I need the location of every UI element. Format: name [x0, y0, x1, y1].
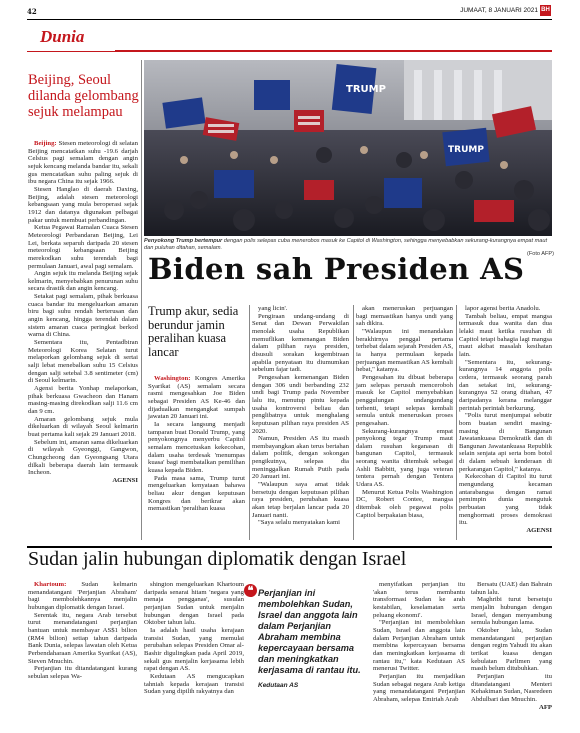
- paragraph-text: Sebelum ini, amaran sama dikeluarkan di wilayah Gyeonggi, Gangwon, Chungcheong dan Gyeongsang Utara dilkali beberapa daerah lain termasuk Incheon.: [28, 438, 138, 477]
- paragraph-text: Amaran gelombang sejuk mula dikeluarkan di wilayah Seoul kelmarin buat pertama kali sejak 29 Januari 2018.: [28, 415, 138, 438]
- paragraph-text: Ia adalah hasil usaha kerajaan transisi Sudan, yang memulai perubahan selepas Presiden Omar al-Bashir digulingkan pada April 2019, sekali gus menjalin kerjasama lebih rapat dengan AS.: [144, 626, 244, 673]
- paragraph-text: Pengiraan undang-undang di Senat dan Dewan Perwakilan menolak usaha Republikan memuflikan kemenangan Biden dalam pilihan raya presiden, disusuli sorakan kegembiraan apabila penyataan itu diumumkan sebelum fajar tadi.: [252, 312, 349, 374]
- paragraph-text: "Walaupun saya amat tidak bersetuju dengan keputusan pilihan raya presiden, perubahan kuasa akan tetap berjalan lancar pada 20 Januari nanti.: [252, 481, 349, 519]
- main-column-3: [356, 305, 453, 519]
- paragraph: [252, 435, 349, 481]
- sidebar-body: [28, 140, 138, 485]
- paragraph-text: Bersatu (UAE) dan Bahrain tahun lalu.: [471, 581, 552, 596]
- paragraph-text: Tambah beliau, empat mangsa termasuk dua wanita dan dua lelaki maut ketika rusuhan di Capitol tetapi bahagia lagi mangsa maut akibat masalah kesihatan lain.: [459, 312, 552, 358]
- paragraph-text: Pada masa sama, Trump turut mengeluarkan kenyataan bahawa beliau akur dengan keputusan Kongres dan berikrar akan memastikan 'peralihan kuasa: [148, 474, 245, 513]
- paragraph-text: Menurut Ketua Polis Washington DC, Robert Contee, mangsa ditembak oleh pegawai polis Capitol berpakaian biasa,: [356, 488, 453, 519]
- paragraph: [356, 328, 453, 374]
- paragraph: [144, 627, 244, 673]
- column-divider: [353, 305, 354, 540]
- paragraph-text: "Sementara itu, sekurang-kurangnya 14 anggota polis cedera, termasuk seorang parah dan setakat ini, sekurang-kurangnya 52 orang ditahan, 47 daripadanya kerana melanggar perintah perintah berkurung.: [459, 358, 552, 412]
- paragraph: [28, 293, 138, 339]
- paragraph-text: "Polis turut menjumpai sebutir bom buatan sendiri masing-masing di Bangunan Jawatankuasa Demokratik dan di Bangunan Jawatankuasa Republik selain senjata api serta bom botol di dalam sebuah kenderaan di perkarangan Capitol," katanya.: [459, 412, 552, 473]
- paragraph-text: Pengesahan kemenangan Biden dengan 306 undi berbanding 232 undi bagi Trump pada November lalu itu, menutup pintu kepada usaha kontroversi beliau dan penglibatnya untuk menghalang keputusan pilihan raya presiden AS 2020.: [252, 373, 349, 435]
- paragraph-text: Kedutaan AS mengucapkan tahniah kepada kerajaan transisi Sudan yang dipilih rakyatnya dan: [144, 672, 244, 696]
- sudan-column-4: [471, 581, 552, 711]
- flag-text-trump-2: TRUMP: [448, 145, 484, 155]
- dateline: Khartoum:: [34, 581, 67, 588]
- sudan-column-1: [28, 581, 137, 681]
- paragraph: [28, 665, 137, 680]
- header-rule: [27, 19, 552, 20]
- paragraph: [148, 421, 245, 475]
- paragraph-text: Stesen meteorologi di selatan Beijing mencatatkan suhu -19.6 darjah Celsius pagi semalam dengan angin sejuk kencang melanda bandar itu, sekali gus mencatatkan suhu paling sejuk di ibu negara China itu sejak 1966.: [28, 140, 138, 186]
- caption-text: dengan polis selepas cuba menerobos masuk ke Capitol di Washington, sehingga menyebabkan sekurang-kurangnya empat maut dan puluhan ditahan, semalam.: [144, 238, 548, 251]
- paragraph: [28, 612, 137, 666]
- column-divider: [249, 305, 250, 540]
- paragraph: [373, 619, 465, 673]
- paragraph-text: Perjanjian itu menjadikan Sudan sebagai negara Arab ketiga yang menandatangani Perjanjian Abraham, selepas Emiriah Arab: [373, 672, 465, 703]
- paragraph: [28, 186, 138, 224]
- paragraph: [252, 481, 349, 519]
- paragraph: [28, 439, 138, 477]
- paragraph-text: Sementara itu, Pentadbiran Meteorologi Korea Selatan turut melaporkan gelombang sejuk di sertai salji lebat menebalkan suhu 15 Celsius dengan salji setebal 3.8 sentimeter (cm) di Seoul kelmarin.: [28, 339, 138, 385]
- pull-quote: [247, 585, 368, 691]
- paragraph: [148, 475, 245, 513]
- paragraph: [459, 359, 552, 413]
- paragraph: [459, 305, 552, 313]
- paragraph: [252, 519, 349, 527]
- paragraph-text: lapor agensi berita Anadolu.: [465, 305, 541, 312]
- paragraph-text: "Perjanjian ini membolehkan Sudan, Israel dan anggota lain dalam Perjanjian Abraham untuk membina kepercayaan bersama dan meningkatkan kerjasama di rantau itu," kata Kedutaan AS menerusi Twitter.: [373, 619, 465, 673]
- column-divider: [456, 305, 457, 540]
- paragraph-text: yang licin'.: [258, 305, 288, 312]
- photo-credit: (Foto AFP): [526, 251, 554, 258]
- paragraph: [28, 140, 138, 186]
- paragraph-text: "Walaupun ini menandakan berakhirnya penggal pertama terhebat dalam sejarah Presiden AS, ia hanya permulaan kepada perjuangan memastikan AS kembali hebat," katanya.: [356, 327, 453, 374]
- paragraph: [252, 313, 349, 374]
- paragraph: [28, 385, 138, 416]
- paragraph-text: Oktober lalu, Sudan menandatangani perjanjian dengan regim Yahudi itu akan terikat kuasa dengan kebulatan Parlimen yang masih belum ditubuhkan.: [471, 626, 552, 673]
- sudan-column-2: [144, 581, 244, 696]
- paragraph-text: Sudan kelmarin menandatangani 'Perjanjian Abraham' bagi membolehkannya menjalin hubungan diplomatik dengan Israel.: [28, 581, 137, 611]
- byline: AGENSI: [526, 527, 552, 535]
- byline: AFP: [539, 703, 552, 711]
- paragraph-text: Stesen Hanglao di daerah Daxing, Beijing, adalah stesen meteorologi kebangsaan yang mula beroperasi sejak 1912 dan datanya digunakan pelbagai pakar untuk membuat perbandingan.: [28, 185, 138, 224]
- paragraph: [459, 412, 552, 473]
- paragraph: [252, 374, 349, 435]
- paragraph: [28, 581, 137, 612]
- byline: AGENSI: [112, 476, 138, 484]
- flag-text-trump-1: TRUMP: [346, 84, 386, 95]
- main-headline: Biden sah Presiden AS: [148, 252, 525, 286]
- paragraph: [252, 305, 349, 313]
- paragraph-text: Angin sejuk itu melanda Beijing sejak kelmarin, menyebabkan penurunan suhu secara drastik dan angin kencang.: [28, 270, 138, 293]
- quote-icon: ❝: [244, 584, 257, 597]
- paragraph: [144, 673, 244, 696]
- pull-quote-text: Perjanjian ini membolehkan Sudan, Israel dan anggota lain dalam Perjanjian Abraham membina kepercayaan bersama dan meningkatkan kerjasama di rantau itu.: [258, 588, 361, 675]
- paragraph-text: akan meneruskan perjuangan bagi memastikan hanya undi yang sah dikira.: [356, 305, 453, 328]
- paragraph-text: Perjanjian itu ditandatangani kurang sebulan selepas Wa-: [28, 665, 137, 680]
- paragraph: [373, 673, 465, 704]
- main-deck: Trump akur, sedia berundur jamin peralihan kuasa lancar: [148, 304, 239, 359]
- pull-quote-attribution: Kedutaan AS: [258, 682, 299, 689]
- publication-logo: BH: [540, 5, 551, 16]
- paragraph: [356, 374, 453, 428]
- paragraph: [28, 270, 138, 293]
- paragraph-text: Namun, Presiden AS itu masih membayangkan akan terus bertahan dalam politik, dengan sokongan pengikutnya, selepas dia meninggalkan Rumah Putih pada 20 Januari ini.: [252, 435, 349, 481]
- dateline: Washington:: [154, 375, 191, 382]
- paragraph: [471, 627, 552, 673]
- paragraph: [459, 313, 552, 359]
- paragraph: [471, 673, 552, 704]
- paragraph-text: Agensi berita Yonhap melaporkan, pihak berkuasa Gwacheon dan Hanam masing-masing direkodkan salji 11.6 cm dan 9 cm.: [28, 385, 138, 415]
- paragraph: [471, 581, 552, 596]
- caption-lead: Penyokong Trump bertempur: [144, 238, 223, 244]
- paragraph-text: Kekecohan di Capitol itu turut mengundang kecaman antarabangsa dengan ramai pemimpin dunia mengutuk perbuatan yang tidak menghormati proses demokrasi itu.: [459, 473, 552, 527]
- paragraph: [28, 416, 138, 439]
- paragraph-text: menyifatkan perjanjian itu 'akan terus membantu transformasi Sudan ke arah kestabilan, keselamatan serta peluang ekonomi'.: [373, 581, 465, 619]
- paragraph-text: Maghribi turut bersetuju menjalin hubungan dengan Israel, dengan menyambung semula hubungan lama.: [471, 596, 552, 627]
- dateline: Beijing:: [34, 140, 57, 147]
- sidebar-headline: Beijing, Seoul dilanda gelombang sejuk melampau: [28, 72, 139, 120]
- paragraph: [373, 581, 465, 619]
- sudan-column-3: [373, 581, 465, 704]
- page-number: 42: [27, 7, 37, 16]
- main-column-1: [148, 375, 245, 513]
- paragraph: [356, 428, 453, 489]
- issue-date: JUMAAT, 8 JANUARI 2021: [460, 7, 538, 14]
- paragraph-text: Ketua Pegawai Ramalan Cuaca Stesen Meteorologi Perbandaran Beijing, Lei Lei, berkata separuh daripada 20 stesen meteorologi kebangsaan Beijing merekodkan suhu terendah bagi permulaan Januari, awal pagi semalam.: [28, 224, 138, 270]
- paragraph-text: shington mengeluarkan Khartoum daripada senarai hitam 'negara yang menaja pengganas', susulan perjanjian Sudan untuk menjalin hubungan dengan Israel pada Oktober tahun lalu.: [144, 581, 244, 627]
- paragraph: [28, 224, 138, 270]
- main-column-4: [459, 305, 552, 535]
- paragraph-text: Serentak itu, negara Arab tersebut turut menandatangani perjanjian bantuan untuk membayar AS$1 bilion (RM4 bilion) setiap tahun daripada Bank Dunia, selepas lawatan oleh Ketua Perbendaharaan Amerika Syarikat (AS), Steven Mnuchin.: [28, 611, 137, 665]
- paragraph: [356, 489, 453, 520]
- paragraph-text: Ia secara langsung menjadi tamparan buat Donald Trump, yang penyokongnya menyerbu Capitol semalam mencetuskan kekecohan, dalam usaha terdesak 'menumpas kuasa' bagi membatalkan pemilihan kuasa kepada Biden.: [148, 420, 245, 474]
- paragraph: [356, 305, 453, 328]
- paragraph-text: "Saya selalu menyatakan kami: [258, 519, 341, 527]
- column-divider: [141, 60, 142, 540]
- main-column-2: [252, 305, 349, 527]
- paragraph-text: Sekurang-kurangnya empat penyokong tegar Trump maut dalam rusuhan keganasan di bangunan Capitol, termasuk seorang wanita ditembak sebagai Ashli Babbitt, yang juga veteran tentera pernah dengan Tentera Udara AS.: [356, 427, 453, 489]
- paragraph: [148, 375, 245, 421]
- paragraph: [144, 581, 244, 627]
- paragraph: [459, 473, 552, 527]
- section-label: Dunia: [40, 27, 85, 46]
- paragraph-text: Pengesahan itu dibuat beberapa jam selepas perusuh menceroboh masuk ke Capitol menyebabkan penggulungan undangundang terhenti, tetapi selepas kembali semula untuk meneruskan proses pengesahan.: [356, 373, 453, 427]
- paragraph-text: Setakat pagi semalam, pihak berkuasa cuaca bandar itu mengeluarkan amaran biru bagi suhu rendah berterusan dan angin kencang, hingga terendah dalam sistem amaran cuaca peringkat berkod warna di China.: [28, 293, 138, 339]
- paragraph: [28, 339, 138, 385]
- paragraph-text: Perjanjian itu ditandatangani Menteri Kehakiman Sudan, Nasredeen Abdulbari dan Mnuchin.: [471, 672, 552, 703]
- sudan-headline: Sudan jalin hubungan diplomatik dengan Israel: [28, 548, 407, 570]
- news-photo: [144, 60, 552, 236]
- paragraph: [471, 596, 552, 627]
- paragraph-text: Kongres Amerika Syarikat (AS) semalam secara rasmi mengesahkan Joe Biden sebagai Presiden AS Ke-46 dan dijadualkan mengangkat sumpah jawatan 20 Januari ini.: [148, 375, 245, 421]
